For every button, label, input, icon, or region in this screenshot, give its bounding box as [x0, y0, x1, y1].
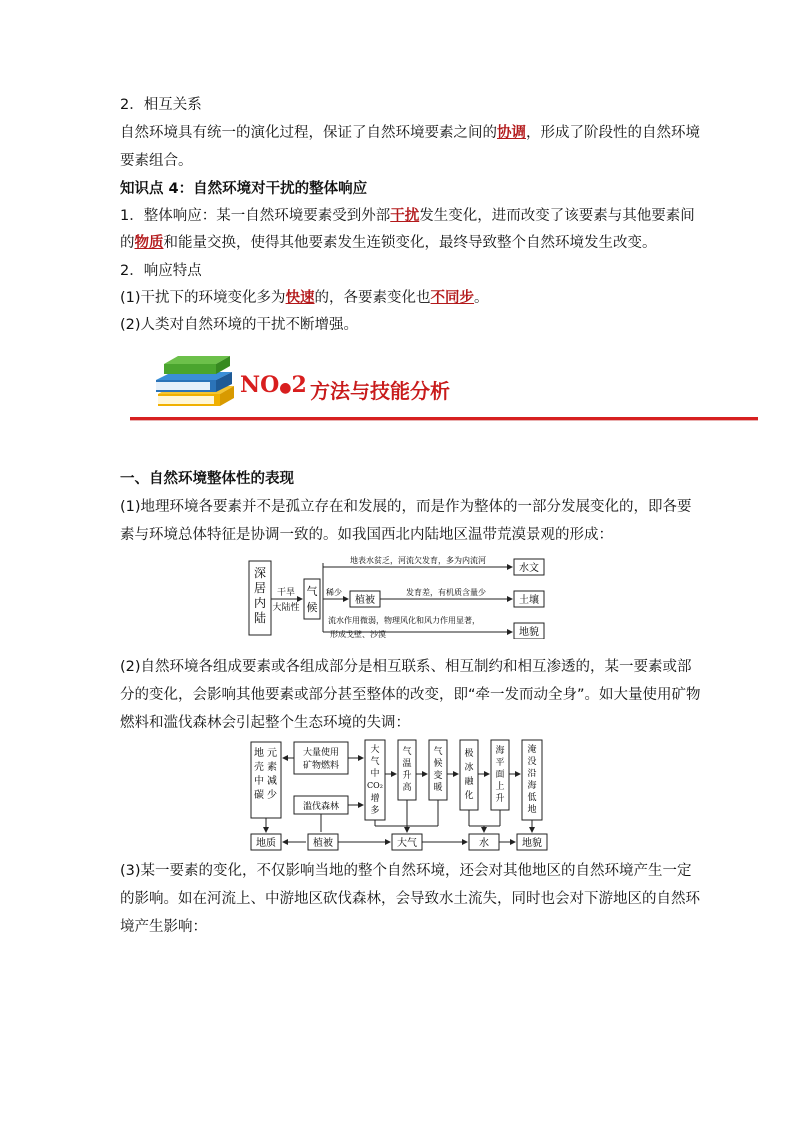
diagram-label: 水	[479, 838, 489, 849]
diagram-label: 海	[495, 746, 505, 756]
arrow-label-continental: 大陆性	[272, 603, 300, 613]
banner-number: NO●2	[240, 372, 307, 398]
diagram-label: 碳	[254, 790, 264, 801]
diagram-label: 海	[527, 781, 537, 791]
landform-note: 流水作用微弱，物理风化和风力作用显著，	[328, 616, 480, 625]
output-landform: 地貌	[519, 627, 539, 638]
diagram-label: 大量使用	[302, 748, 340, 758]
paragraph-line: 自然环境具有统一的演化过程，保证了自然环境要素之间的协调，形成了阶段性的自然环境	[120, 125, 700, 141]
landform-note-line2: 形成戈壁、沙漠	[330, 630, 386, 639]
diagram-label: 升	[495, 794, 505, 804]
paragraph-line: 的物质和能量交换，使得其他要素发生连锁变化，最终导致整个自然环境发生改变。	[120, 235, 657, 251]
climate-char: 候	[306, 601, 318, 614]
paragraph-line: 境产生影响：	[120, 919, 207, 935]
desert-formation-diagram	[248, 555, 548, 639]
diagram-label: 滥伐森林	[302, 802, 340, 812]
diagram-label: 冰	[464, 763, 474, 773]
diagram-label: 气	[433, 747, 443, 757]
diagram-label: 地貌	[522, 838, 542, 849]
diagram-label: CO₂	[367, 781, 383, 790]
diagram-label: 高	[402, 783, 412, 793]
diagram-label: 矿物燃料	[302, 761, 340, 771]
banner-title: 方法与技能分析	[310, 379, 450, 403]
vegetation-label: 植被	[355, 595, 375, 606]
section-banner	[130, 345, 760, 425]
diagram-label: 素	[267, 762, 277, 773]
paragraph-line: (3)某一要素的变化，不仅影响当地的整个自然环境，还会对其他地区的自然环境产生一定	[120, 863, 692, 879]
diagram-label: 中	[254, 776, 264, 787]
paragraph-line: 1．整体响应：某一自然环境要素受到外部干扰发生变化，进而改变了该要素与其他要素间	[120, 208, 695, 224]
diagram-label: 温	[402, 759, 412, 769]
climate-char: 气	[306, 585, 318, 598]
paragraph-line: 素与环境总体特征是协调一致的。如我国西北内陆地区温带荒漠景观的形成：	[120, 527, 613, 543]
diagram-label: 大气	[397, 838, 417, 849]
diagram-label: 升	[402, 771, 412, 781]
diagram-label: 化	[464, 791, 474, 801]
method-heading: 一、自然环境整体性的表现	[120, 471, 294, 487]
inland-char: 陆	[253, 611, 267, 625]
diagram-label: 气	[402, 747, 412, 757]
diagram-label: 融	[464, 777, 474, 787]
diagram-label: 壳	[254, 762, 264, 773]
diagram-label: 地	[527, 805, 537, 815]
diagram-label: 低	[527, 793, 537, 803]
diagram-label: 少	[267, 790, 277, 801]
paragraph-line: (1)地理环境各要素并不是孤立存在和发展的，而是作为整体的一部分发展变化的，即各要	[120, 499, 692, 515]
diagram-label: 变	[433, 771, 443, 781]
paragraph-line: 燃料和滥伐森林会引起整个生态环境的失调：	[120, 715, 410, 731]
diagram-label: 极	[464, 749, 474, 759]
diagram-label: 暖	[433, 783, 443, 793]
paragraph-line: 要素组合。	[120, 153, 193, 169]
inland-char: 居	[253, 581, 267, 595]
paragraph-line: (1)干扰下的环境变化多为快速的，各要素变化也不同步。	[120, 290, 489, 306]
diagram-label: 气	[370, 757, 380, 767]
diagram-label: 增	[370, 794, 380, 804]
diagram-label: 平	[495, 758, 505, 768]
hydrology-note: 地表水贫乏，河流欠发育，多为内流河	[350, 556, 486, 565]
diagram-label: 多	[370, 806, 380, 816]
inland-char: 深	[253, 566, 267, 580]
paragraph-line: 分的变化，会影响其他要素或部分甚至整体的改变，即“牵一发而动全身”。如大量使用矿物	[120, 687, 701, 703]
diagram-label: 地质	[256, 838, 276, 849]
diagram-label: 减	[267, 776, 277, 787]
diagram-label: 候	[433, 759, 443, 769]
diagram-label: 淹	[527, 745, 537, 755]
paragraph-line: (2)自然环境各组成要素或各组成部分是相互联系、相互制约和相互渗透的，某一要素或部	[120, 659, 692, 675]
diagram-label: 植被	[313, 838, 333, 849]
diagram-label: 沿	[527, 769, 537, 779]
books-icon	[150, 350, 240, 412]
diagram-shape	[156, 382, 210, 390]
knowledge-point-heading: 知识点 4：自然环境对干扰的整体响应	[120, 181, 368, 197]
diagram-shape	[158, 396, 214, 404]
diagram-label: 大	[370, 745, 380, 755]
diagram-label: 中	[370, 769, 380, 779]
section-title: 2．响应特点	[120, 263, 202, 279]
diagram-label: 没	[527, 757, 537, 767]
arrow-label-dry: 干旱	[276, 588, 296, 598]
paragraph-line: (2)人类对自然环境的干扰不断增强。	[120, 317, 359, 333]
output-hydrology: 水文	[519, 563, 539, 574]
section-title: 2．相互关系	[120, 97, 202, 113]
paragraph-line: 的影响。如在河流上、中游地区砍伐森林，会导致水土流失，同时也会对下游地区的自然环	[120, 891, 700, 907]
soil-note: 发育差，有机质含量少	[406, 588, 486, 597]
carbon-chain-diagram	[250, 738, 550, 854]
banner-rule-shadow	[130, 420, 758, 421]
sparse-label: 稀少	[326, 588, 342, 597]
output-soil: 土壤	[519, 595, 539, 606]
diagram-label: 元	[267, 748, 277, 759]
inland-char: 内	[253, 596, 267, 610]
diagram-label: 地	[254, 748, 264, 759]
diagram-shape	[164, 364, 216, 374]
diagram-label: 面	[495, 770, 505, 780]
diagram-label: 上	[495, 782, 505, 792]
